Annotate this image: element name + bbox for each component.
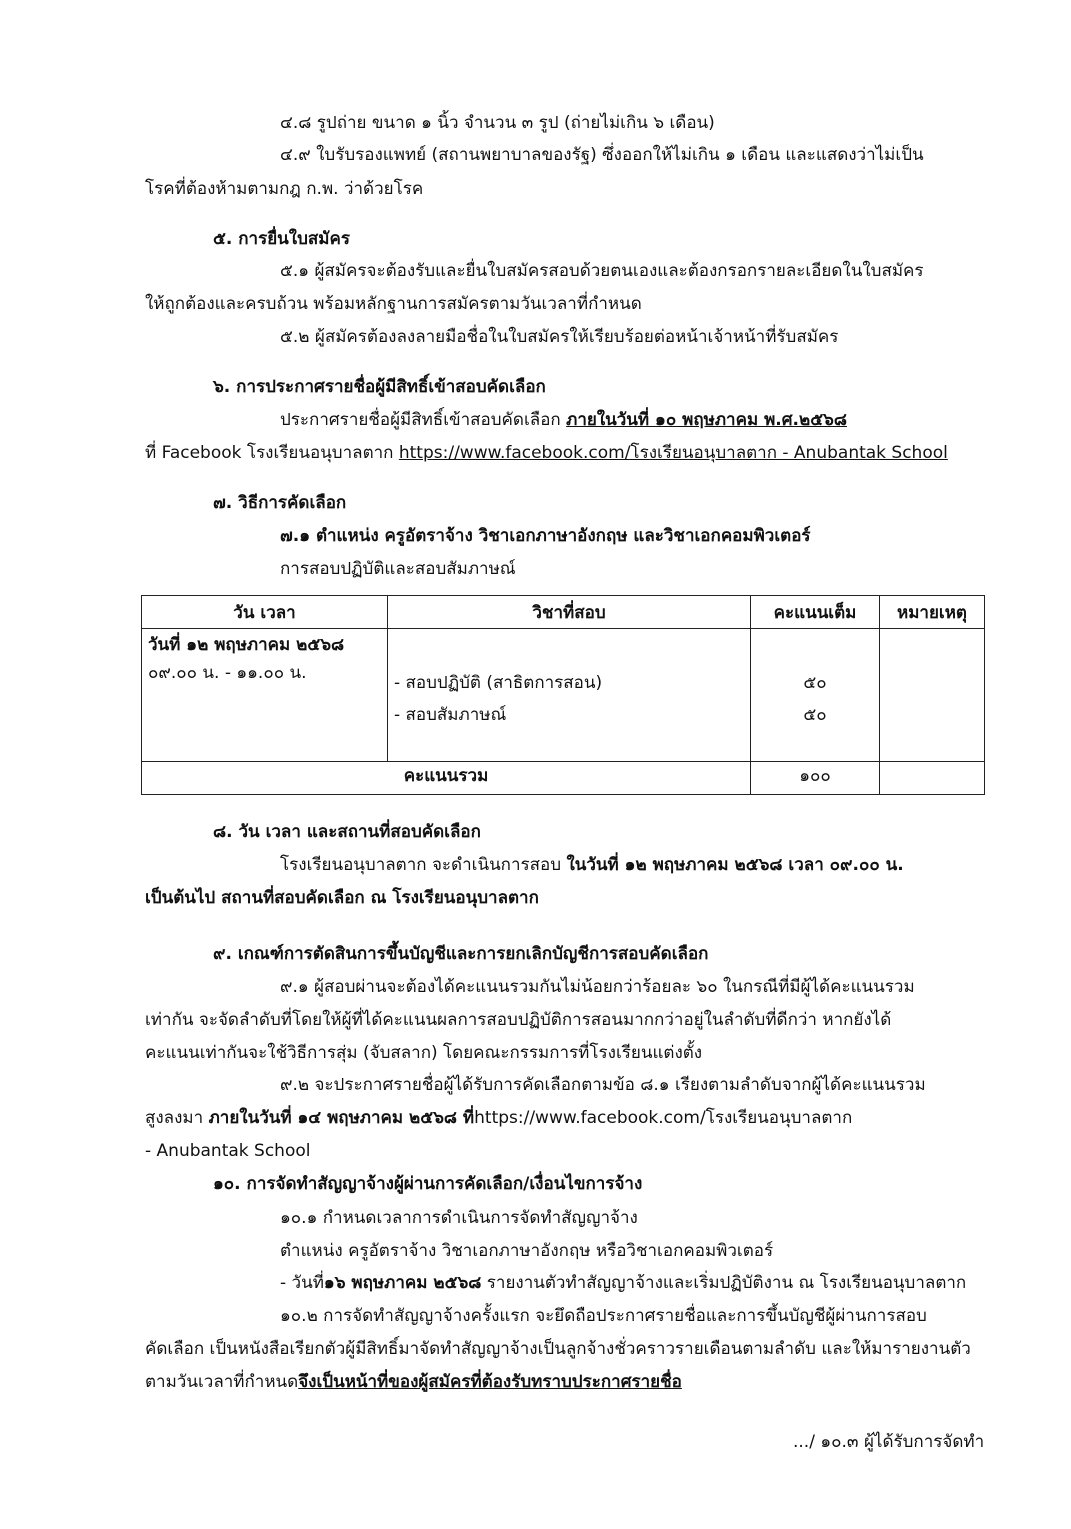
section-10-heading: ๑๐. การจัดทำสัญญาจ้างผู้ผ่านการคัดเลือก/เงื่อนไขการจ้าง	[213, 1174, 643, 1194]
item-9-1-line2: เท่ากัน จะจัดลำดับที่โดยให้ผู้ที่ได้คะแนนผลการสอบปฏิบัติการสอนมากกว่าอยู่ในลำดับที่ดีกว่า หากยังได้	[145, 1010, 892, 1030]
total-value: ๑๐๐	[751, 762, 880, 795]
item-10-2-line3	[145, 1370, 682, 1394]
item-5-2: ๕.๒ ผู้สมัครต้องลงลายมือชื่อในใบสมัครให้เรียบร้อยต่อหน้าเจ้าหน้าที่รับสมัคร	[280, 327, 839, 347]
cell-subjects	[388, 629, 751, 762]
exam-date-time: ในวันที่ ๑๒ พฤษภาคม ๒๕๖๘ เวลา ๐๙.๐๐ น.	[566, 855, 904, 875]
item-9-1-line1: ๙.๑ ผู้สอบผ่านจะต้องได้คะแนนรวมกันไม่น้อยกว่าร้อยละ ๖๐ ในกรณีที่มีผู้ได้คะแนนรวม	[280, 977, 915, 997]
item-5-1-line1: ๕.๑ ผู้สมัครจะต้องรับและยื่นใบสมัครสอบด้วยตนเองและต้องกรอกรายละเอียดในใบสมัคร	[280, 261, 924, 281]
section-8-heading: ๘. วัน เวลา และสถานที่สอบคัดเลือก	[213, 822, 481, 842]
item-9-2-line2	[145, 1106, 852, 1130]
section-7-1-heading: ๗.๑ ตำแหน่ง ครูอัตราจ้าง วิชาเอกภาษาอังกฤษ และวิชาเอกคอมพิวเตอร์	[280, 526, 811, 546]
section-6-heading: ๖. การประกาศรายชื่อผู้มีสิทธิ์เข้าสอบคัดเลือก	[213, 377, 546, 397]
item-10-1: ๑๐.๑ กำหนดเวลาการดำเนินการจัดทำสัญญาจ้าง	[280, 1208, 638, 1228]
contract-date-line	[280, 1271, 966, 1295]
result-link[interactable]: https://www.facebook.com/โรงเรียนอนุบาลตาก	[474, 1108, 853, 1128]
announce-text: ประกาศรายชื่อผู้มีสิทธิ์เข้าสอบคัดเลือก	[280, 410, 567, 430]
exam-org-text: โรงเรียนอนุบาลตาก จะดำเนินการสอบ	[280, 855, 567, 875]
section-6-line2	[145, 441, 948, 465]
section-7-heading: ๗. วิธีการคัดเลือก	[213, 493, 347, 513]
page-continuation: .../ ๑๐.๓ ผู้ได้รับการจัดทำ	[793, 1432, 985, 1452]
contract-date: ๑๖ พฤษภาคม ๒๕๖๘	[323, 1273, 482, 1293]
exam-time: ๐๙.๐๐ น. - ๑๑.๐๐ น.	[148, 663, 307, 683]
facebook-link[interactable]: https://www.facebook.com/โรงเรียนอนุบาลตาก - Anubantak School	[398, 443, 948, 463]
exam-table-header	[142, 596, 985, 629]
section-8-line1	[280, 853, 904, 877]
score-interview: ๕๐	[803, 705, 827, 725]
section-8-line2: เป็นต้นไป สถานที่สอบคัดเลือก ณ โรงเรียนอนุบาลตาก	[145, 888, 539, 908]
total-label: คะแนนรวม	[142, 762, 751, 795]
result-text: สูงลงมา	[145, 1108, 209, 1128]
item-4-9-line1: ๔.๙ ใบรับรองแพทย์ (สถานพยาบาลของรัฐ) ซึ่งออกให้ไม่เกิน ๑ เดือน และแสดงว่าไม่เป็น	[280, 145, 924, 165]
cell-remark	[880, 629, 985, 762]
duty-text: ตามวันเวลาที่กำหนด	[145, 1372, 299, 1392]
cell-scores	[751, 629, 880, 762]
total-remark	[880, 762, 985, 795]
score-practical: ๕๐	[803, 673, 827, 693]
item-10-2-line1: ๑๐.๒ การจัดทำสัญญาจ้างครั้งแรก จะยึดถือประกาศรายชื่อและการขึ้นบัญชีผู้ผ่านการสอบ	[280, 1306, 927, 1326]
header-remark: หมายเหตุ	[880, 596, 985, 629]
item-9-2-line3: - Anubantak School	[145, 1141, 311, 1161]
item-9-1-line3: คะแนนเท่ากันจะใช้วิธีการสุ่ม (จับสลาก) โดยคณะกรรมการที่โรงเรียนแต่งตั้ง	[145, 1043, 703, 1063]
exam-method: การสอบปฏิบัติและสอบสัมภาษณ์	[280, 559, 516, 579]
exam-table	[141, 595, 985, 795]
item-9-2-line1: ๙.๒ จะประกาศรายชื่อผู้ได้รับการคัดเลือกตามข้อ ๘.๑ เรียงตามลำดับจากผู้ได้คะแนนรวม	[280, 1075, 926, 1095]
duty-emphasis: จึงเป็นหน้าที่ของผู้สมัครที่ต้องรับทราบประกาศรายชื่อ	[298, 1372, 682, 1392]
total-row	[142, 762, 985, 795]
header-full-score: คะแนนเต็ม	[751, 596, 880, 629]
item-4-9-line2: โรคที่ต้องห้ามตามกฎ ก.พ. ว่าด้วยโรค	[145, 179, 424, 199]
contract-position: ตำแหน่ง ครูอัตราจ้าง วิชาเอกภาษาอังกฤษ หรือวิชาเอกคอมพิวเตอร์	[280, 1241, 774, 1261]
result-date: ภายในวันที่ ๑๔ พฤษภาคม ๒๕๖๘ ที่	[208, 1108, 475, 1128]
section-6-line1	[280, 408, 847, 432]
item-5-1-line2: ให้ถูกต้องและครบถ้วน พร้อมหลักฐานการสมัครตามวันเวลาที่กำหนด	[145, 294, 642, 314]
header-datetime: วัน เวลา	[142, 596, 388, 629]
contract-date-prefix: - วันที่	[280, 1273, 324, 1293]
subject-interview: - สอบสัมภาษณ์	[394, 705, 507, 725]
facebook-text: ที่ Facebook โรงเรียนอนุบาลตาก	[145, 443, 399, 463]
item-10-2-line2: คัดเลือก เป็นหนังสือเรียกตัวผู้มีสิทธิ์มาจัดทำสัญญาจ้างเป็นลูกจ้างชั่วคราวรายเดือนตามลำดับ และให้มารายงานตัว	[145, 1339, 971, 1359]
contract-date-rest: รายงานตัวทำสัญญาจ้างและเริ่มปฏิบัติงาน ณ โรงเรียนอนุบาลตาก	[481, 1273, 967, 1293]
subject-practical: - สอบปฏิบัติ (สาธิตการสอน)	[394, 673, 603, 693]
header-subject: วิชาที่สอบ	[388, 596, 751, 629]
table-row	[142, 629, 985, 762]
announce-date: ภายในวันที่ ๑๐ พฤษภาคม พ.ศ.๒๕๖๘	[566, 410, 847, 430]
exam-date: วันที่ ๑๒ พฤษภาคม ๒๕๖๘	[148, 635, 345, 655]
section-5-heading: ๕. การยื่นใบสมัคร	[213, 229, 350, 249]
section-9-heading: ๙. เกณฑ์การตัดสินการขึ้นบัญชีและการยกเลิกบัญชีการสอบคัดเลือก	[213, 944, 709, 964]
item-4-8: ๔.๘ รูปถ่าย ขนาด ๑ นิ้ว จำนวน ๓ รูป (ถ่ายไม่เกิน ๖ เดือน)	[280, 113, 715, 133]
cell-datetime	[142, 629, 388, 762]
